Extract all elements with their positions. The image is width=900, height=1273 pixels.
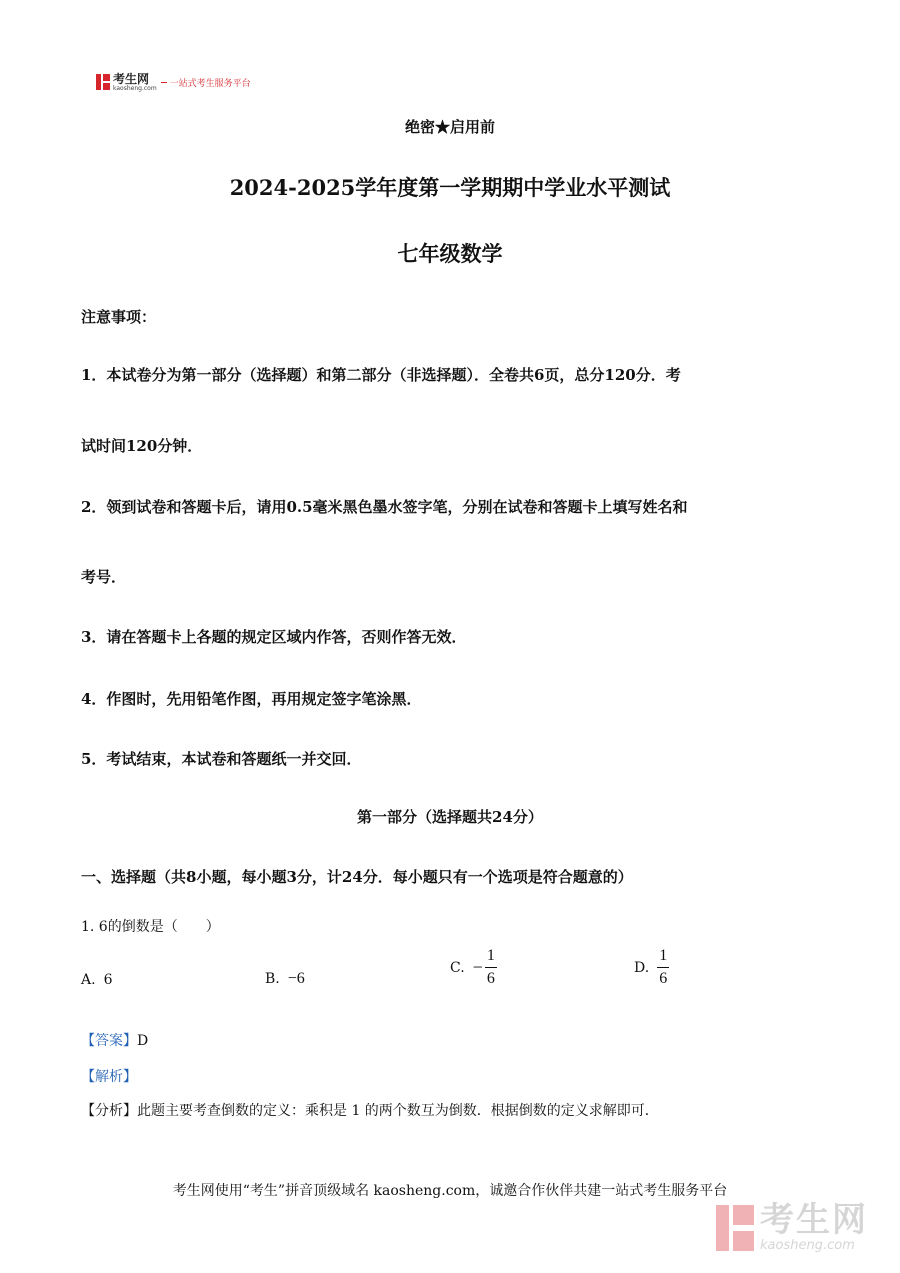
notice-item-4: 4．作图时，先用铅笔作图，再用规定签字笔涂黑． xyxy=(81,690,422,708)
part1-title: 第一部分（选择题共24分） xyxy=(357,808,543,826)
watermark xyxy=(716,1200,868,1253)
analysis-line xyxy=(81,1100,659,1120)
header-logo[interactable] xyxy=(96,72,251,92)
logo-domain: kaosheng.com xyxy=(113,84,157,92)
notice-item-5: 5．考试结束，本试卷和答题纸一并交回． xyxy=(81,750,362,768)
logo-slogan: 一站式考生服务平台 xyxy=(169,78,251,89)
notice-item-2-line-2: 考号． xyxy=(81,568,127,586)
option-c-denominator: 6 xyxy=(486,970,495,987)
option-c-label: C. xyxy=(450,959,465,976)
notice-item-2-line-1: 2．领到试卷和答题卡后，请用0.5毫米黑色墨水签字笔，分别在试卷和答题卡上填写姓名和 xyxy=(81,498,688,516)
exam-title: 2024-2025学年度第一学期期中学业水平测试 xyxy=(229,175,671,200)
option-d-numerator: 1 xyxy=(657,948,669,968)
logo-name: 考生网 xyxy=(113,71,150,86)
option-d-label: D. xyxy=(634,959,650,976)
kaosheng-logo-icon xyxy=(96,74,110,90)
analysis-tag: 【解析】 xyxy=(81,1069,137,1085)
notice-item-1-line-1: 1．本试卷分为第一部分（选择题）和第二部分（非选择题）．全卷共6页，总分120分．考 xyxy=(81,366,681,384)
option-c-fraction xyxy=(485,948,497,987)
option-d[interactable] xyxy=(634,948,669,987)
exam-subtitle: 七年级数学 xyxy=(397,241,503,266)
option-c-numerator: 1 xyxy=(485,948,497,968)
answer-line xyxy=(81,1030,148,1050)
logo-separator xyxy=(161,82,167,83)
notice-heading: 注意事项： xyxy=(81,308,157,326)
option-a-value: 6 xyxy=(103,972,113,988)
analysis-prefix: 【分析】 xyxy=(81,1103,137,1119)
option-c-minus-sign: − xyxy=(472,957,483,977)
notice-item-1-line-2: 试时间120分钟． xyxy=(81,437,203,455)
answer-value: D xyxy=(137,1033,149,1049)
option-b-label: B. xyxy=(265,971,280,987)
option-a-label: A. xyxy=(81,972,96,988)
option-d-fraction xyxy=(657,948,669,987)
question-1-stem: 1. 6的倒数是（ ） xyxy=(81,919,220,935)
footer-text: 考生网使用“考生”拼音顶级域名 kaosheng.com，诚邀合作伙伴共建一站式考生服务平台 xyxy=(172,1183,728,1199)
option-c[interactable] xyxy=(450,948,497,987)
option-d-denominator: 6 xyxy=(659,970,668,987)
watermark-domain: kaosheng.com xyxy=(760,1238,855,1253)
option-a[interactable] xyxy=(81,972,112,988)
watermark-logo-icon xyxy=(716,1205,754,1251)
section-heading: 一、选择题（共8小题，每小题3分，计24分．每小题只有一个选项是符合题意的） xyxy=(81,868,633,886)
notice-item-3: 3．请在答题卡上各题的规定区域内作答，否则作答无效． xyxy=(81,628,467,646)
secret-label: 绝密★启用前 xyxy=(404,118,495,136)
answer-tag: 【答案】 xyxy=(81,1033,137,1049)
option-b-value: −6 xyxy=(287,970,305,987)
analysis-text: 此题主要考查倒数的定义：乘积是 1 的两个数互为倒数．根据倒数的定义求解即可． xyxy=(137,1103,659,1119)
option-b[interactable] xyxy=(265,970,305,988)
watermark-name: 考生网 xyxy=(760,1200,868,1240)
logo-text xyxy=(113,73,157,92)
